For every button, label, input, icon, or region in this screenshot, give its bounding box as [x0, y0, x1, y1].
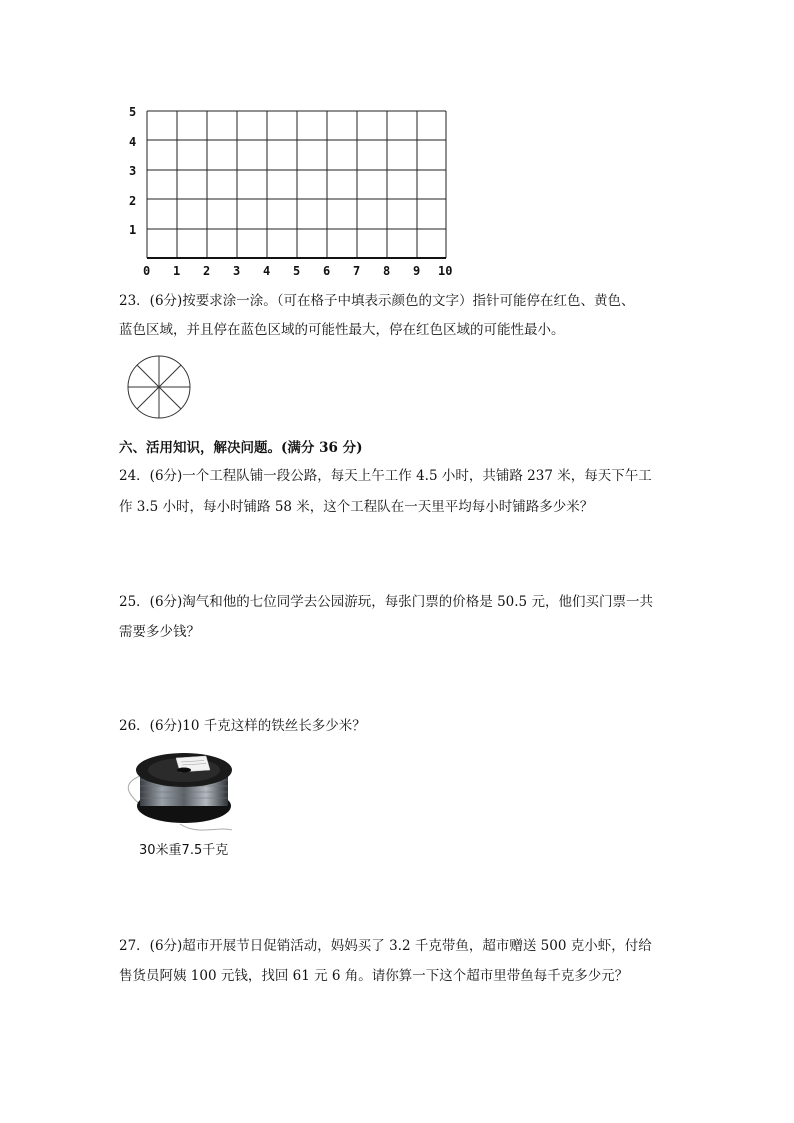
x-label-6: 6	[323, 264, 331, 278]
spinner-circle[interactable]	[125, 353, 193, 421]
y-label-3: 3	[129, 164, 137, 178]
y-label-4: 4	[129, 135, 137, 149]
x-label-8: 8	[383, 264, 391, 278]
q23-line-1: 23．(6分)按要求涂一涂。（可在格子中填表示颜色的文字）指针可能停在红色、黄色、	[119, 293, 635, 309]
x-label-0: 0	[143, 264, 151, 278]
y-label-5: 5	[129, 105, 137, 119]
q25-line-2: 需要多少钱？	[119, 624, 200, 640]
x-label-3: 3	[233, 264, 241, 278]
x-label-4: 4	[263, 264, 271, 278]
section-heading: 六、活用知识，解决问题。(满分 36 分)	[119, 440, 363, 456]
x-label-9: 9	[413, 264, 421, 278]
x-label-7: 7	[353, 264, 361, 278]
x-label-10: 10	[438, 264, 453, 278]
q27-line-1: 27．(6分)超市开展节日促销活动，妈妈买了 3.2 千克带鱼，超市赠送 500 克小虾，付给	[119, 938, 652, 954]
y-label-1: 1	[129, 223, 137, 237]
x-label-1: 1	[173, 264, 181, 278]
y-label-2: 2	[129, 194, 137, 208]
wire-spool-caption: 30米重7.5千克	[139, 843, 229, 858]
grid-lines	[0, 0, 794, 290]
wire-spool-image	[120, 746, 240, 838]
q26-line-1: 26．(6分)10 千克这样的铁丝长多少米？	[119, 718, 366, 734]
x-label-2: 2	[203, 264, 211, 278]
q24-line-2: 作 3.5 小时，每小时铺路 58 米，这个工程队在一天里平均每小时铺路多少米？	[119, 499, 594, 515]
x-label-5: 5	[293, 264, 301, 278]
q25-line-1: 25．(6分)淘气和他的七位同学去公园游玩，每张门票的价格是 50.5 元，他们买门票一共	[119, 594, 653, 610]
q27-line-2: 售货员阿姨 100 元钱，找回 61 元 6 角。请你算一下这个超市里带鱼每千克多少元？	[119, 968, 629, 984]
q23-line-2: 蓝色区域，并且停在蓝色区域的可能性最大，停在红色区域的可能性最小。	[119, 322, 565, 338]
q24-line-1: 24．(6分)一个工程队铺一段公路，每天上午工作 4.5 小时，共铺路 237 米，每天下午工	[119, 468, 652, 484]
